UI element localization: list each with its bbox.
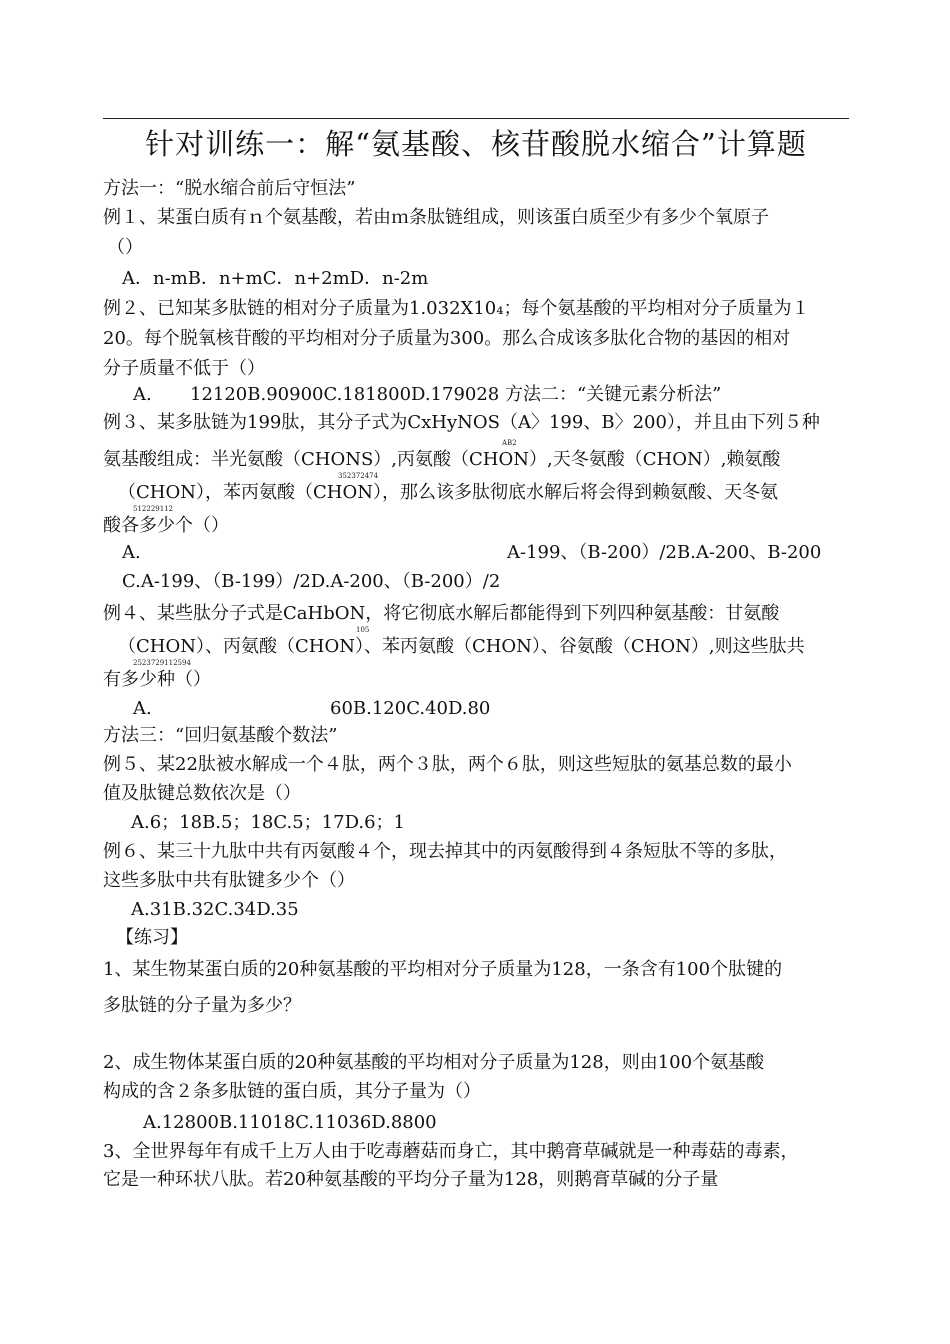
text-line: 有多少种（） [103, 669, 211, 690]
text-line: A．n-mB．n+mC．n+2mD．n-2m [122, 268, 429, 289]
text-line: 【练习】 [116, 927, 188, 948]
text-line: 3、全世界每年有成千上万人由于吃毒蘑菇而身亡，其中鹅膏草碱就是一种毒菇的毒素， [103, 1141, 799, 1162]
subscript-note: 512229112 [133, 505, 174, 513]
text-line: 酸各多少个（） [103, 515, 229, 536]
text-line: A.12800B.11018C.11036D.8800 [143, 1112, 437, 1133]
text-line: 方法一：“脱水缩合前后守恒法” [103, 178, 356, 199]
text-line: （CHON），苯丙氨酸（CHON），那么该多肽彻底水解后将会得到赖氨酸、天冬氨 [118, 482, 778, 503]
text-line: （） [107, 237, 143, 258]
text-line: 分子质量不低于（） [103, 358, 265, 379]
text-line: 例１、某蛋白质有ｎ个氨基酸，若由ｍ条肽链组成，则该蛋白质至少有多少个氧原子 [103, 207, 769, 228]
text-line: A. [133, 698, 152, 719]
text-line: 例５、某22肽被水解成一个４肽，两个３肽，两个６肽，则这些短肽的氨基总数的最小 [103, 754, 792, 775]
text-line: 例４、某些肽分子式是CaHbON，将它彻底水解后都能得到下列四种氨基酸：甘氨酸 [103, 603, 780, 624]
text-line: 例３、某多肽链为199肽，其分子式为CxHyNOS（A〉199、B〉200），并且由下列５种 [103, 412, 820, 433]
text-line: （CHON）、丙氨酸（CHON）、苯丙氨酸（CHON）、谷氨酸（CHON）,则这些肽共 [118, 636, 805, 657]
text-line: 2、成生物体某蛋白质的20种氨基酸的平均相对分子质量为128，则由100个氨基酸 [103, 1052, 765, 1073]
text-line: 氨基酸组成：半光氨酸（CHONS）,丙氨酸（CHON）,天冬氨酸（CHON）,赖氨酸 [103, 449, 781, 470]
text-line: C.A-199、（B-199）/2D.A-200、（B-200）/2 [122, 571, 501, 592]
text-line: 方法三：“回归氨基酸个数法” [103, 725, 338, 746]
text-line: 例６、某三十九肽中共有丙氨酸４个，现去掉其中的丙氨酸得到４条短肽不等的多肽， [103, 841, 787, 862]
text-line: 60B.120C.40D.80 [330, 698, 491, 719]
text-line: A.31B.32C.34D.35 [131, 899, 299, 920]
subscript-note: 105 [356, 626, 370, 634]
text-line: 多肽链的分子量为多少？ [103, 995, 301, 1016]
text-line: 它是一种环状八肽。若20种氨基酸的平均分子量为128，则鹅膏草碱的分子量 [103, 1169, 719, 1190]
subscript-note: 2523729112594 [133, 659, 191, 667]
text-line: A-199、（B-200）/2B.A-200、B-200 [507, 542, 822, 563]
text-line: 20。每个脱氧核苷酸的平均相对分子质量为300。那么合成该多肽化合物的基因的相对 [103, 328, 791, 349]
text-line: 构成的含２条多肽链的蛋白质，其分子量为（） [103, 1081, 481, 1102]
text-line: 1、某生物某蛋白质的20种氨基酸的平均相对分子质量为128，一条含有100个肽键的 [103, 959, 783, 980]
subscript-note: AB2 [502, 439, 517, 447]
text-line: 值及肽键总数依次是（） [103, 783, 301, 804]
header-rule [103, 118, 849, 119]
text-line: A. [122, 542, 141, 563]
text-line: A. [133, 384, 152, 405]
subscript-note: 352372474 [338, 472, 379, 480]
text-line: 这些多肽中共有肽键多少个（） [103, 870, 355, 891]
text-line: 12120B.90900C.181800D.179028 方法二：“关键元素分析法” [190, 384, 722, 405]
text-line: A.6；18B.5；18C.5；17D.6；1 [131, 812, 406, 833]
page-title: 针对训练一：解“氨基酸、核苷酸脱水缩合”计算题 [145, 127, 807, 161]
text-line: 例２、已知某多肽链的相对分子质量为1.032X10₄；每个氨基酸的平均相对分子质量为１ [103, 298, 810, 319]
